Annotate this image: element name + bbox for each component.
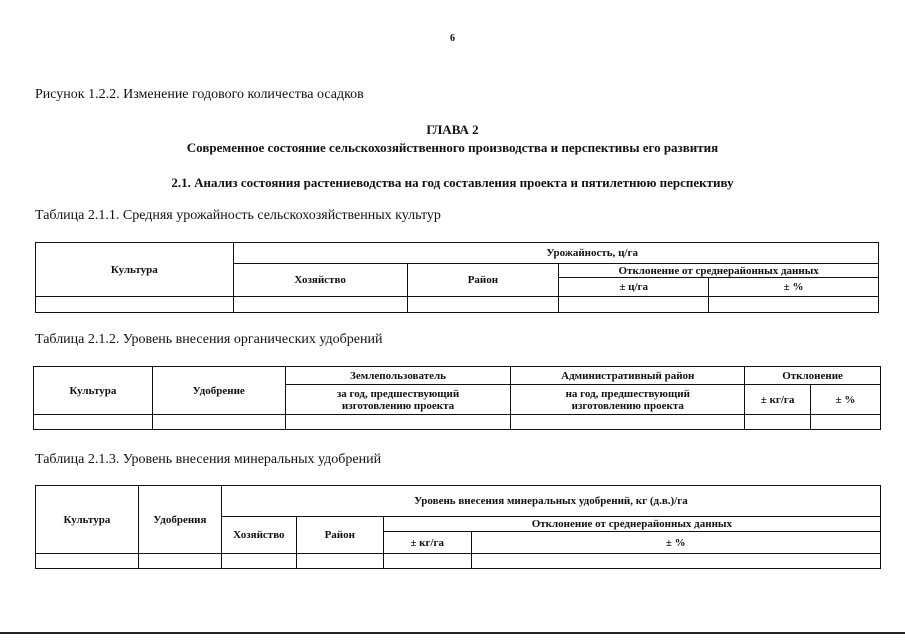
header-deviation: Отклонение от среднерайонных данных (559, 264, 879, 278)
table-cell (233, 297, 407, 313)
header-deviation-pct: ± % (471, 532, 880, 554)
table-row (34, 415, 881, 430)
header-deviation-abs: ± кг/га (745, 385, 811, 415)
table-cell (34, 415, 153, 430)
table-cell (471, 554, 880, 569)
table-cell (296, 554, 383, 569)
table3-caption: Таблица 2.1.3. Уровень внесения минеральных удобрений (35, 452, 382, 467)
chapter-subtitle: Современное состояние сельскохозяйственного производства и перспективы его развития (186, 140, 719, 155)
table-cell (36, 554, 139, 569)
header-district: Район (407, 264, 559, 297)
header-land-user: Землепользователь (285, 367, 511, 385)
table-row (36, 297, 879, 313)
header-land-user-period: за год, предшествующий изготовлению проекта (285, 385, 511, 415)
organic-fertilizer-table (33, 366, 881, 430)
table-cell (559, 297, 709, 313)
header-yield: Урожайность, ц/га (233, 243, 878, 264)
header-culture: Культура (36, 243, 234, 297)
table-row (36, 554, 881, 569)
header-farm: Хозяйство (221, 517, 296, 554)
table-cell (407, 297, 559, 313)
table-cell (811, 415, 881, 430)
header-farm: Хозяйство (233, 264, 407, 297)
header-deviation: Отклонение (745, 367, 881, 385)
table-cell (709, 297, 879, 313)
page-bottom-divider (0, 632, 905, 634)
header-deviation-pct: ± % (709, 278, 879, 297)
header-deviation-pct: ± % (811, 385, 881, 415)
header-admin-period: на год, предшествующий изготовлению проекта (511, 385, 745, 415)
header-deviation: Отклонение от среднерайонных данных (383, 517, 880, 532)
table-cell (138, 554, 221, 569)
header-deviation-abs: ± кг/га (383, 532, 471, 554)
header-culture: Культура (36, 486, 139, 554)
header-deviation-abs: ± ц/га (559, 278, 709, 297)
table-cell (511, 415, 745, 430)
table-cell (221, 554, 296, 569)
header-application-level: Уровень внесения минеральных удобрений, кг (д.в.)/га (221, 486, 880, 517)
table-cell (745, 415, 811, 430)
chapter-title: ГЛАВА 2 (426, 122, 479, 137)
header-fertilizers: Удобрения (138, 486, 221, 554)
table-cell (285, 415, 511, 430)
mineral-fertilizer-table (35, 485, 881, 569)
table1-caption: Таблица 2.1.1. Средняя урожайность сельскохозяйственных культур (35, 208, 441, 223)
header-fertilizer: Удобрение (152, 367, 285, 415)
table2-caption: Таблица 2.1.2. Уровень внесения органических удобрений (35, 332, 383, 347)
header-admin-district: Административный район (511, 367, 745, 385)
page-number: 6 (450, 33, 455, 44)
yield-table (35, 242, 879, 313)
section-heading: 2.1. Анализ состояния растениеводства на год составления проекта и пятилетнюю перспективу (171, 175, 734, 190)
header-culture: Культура (34, 367, 153, 415)
figure-caption: Рисунок 1.2.2. Изменение годового количества осадков (35, 87, 364, 102)
header-district: Район (296, 517, 383, 554)
table-cell (36, 297, 234, 313)
table-cell (383, 554, 471, 569)
table-cell (152, 415, 285, 430)
